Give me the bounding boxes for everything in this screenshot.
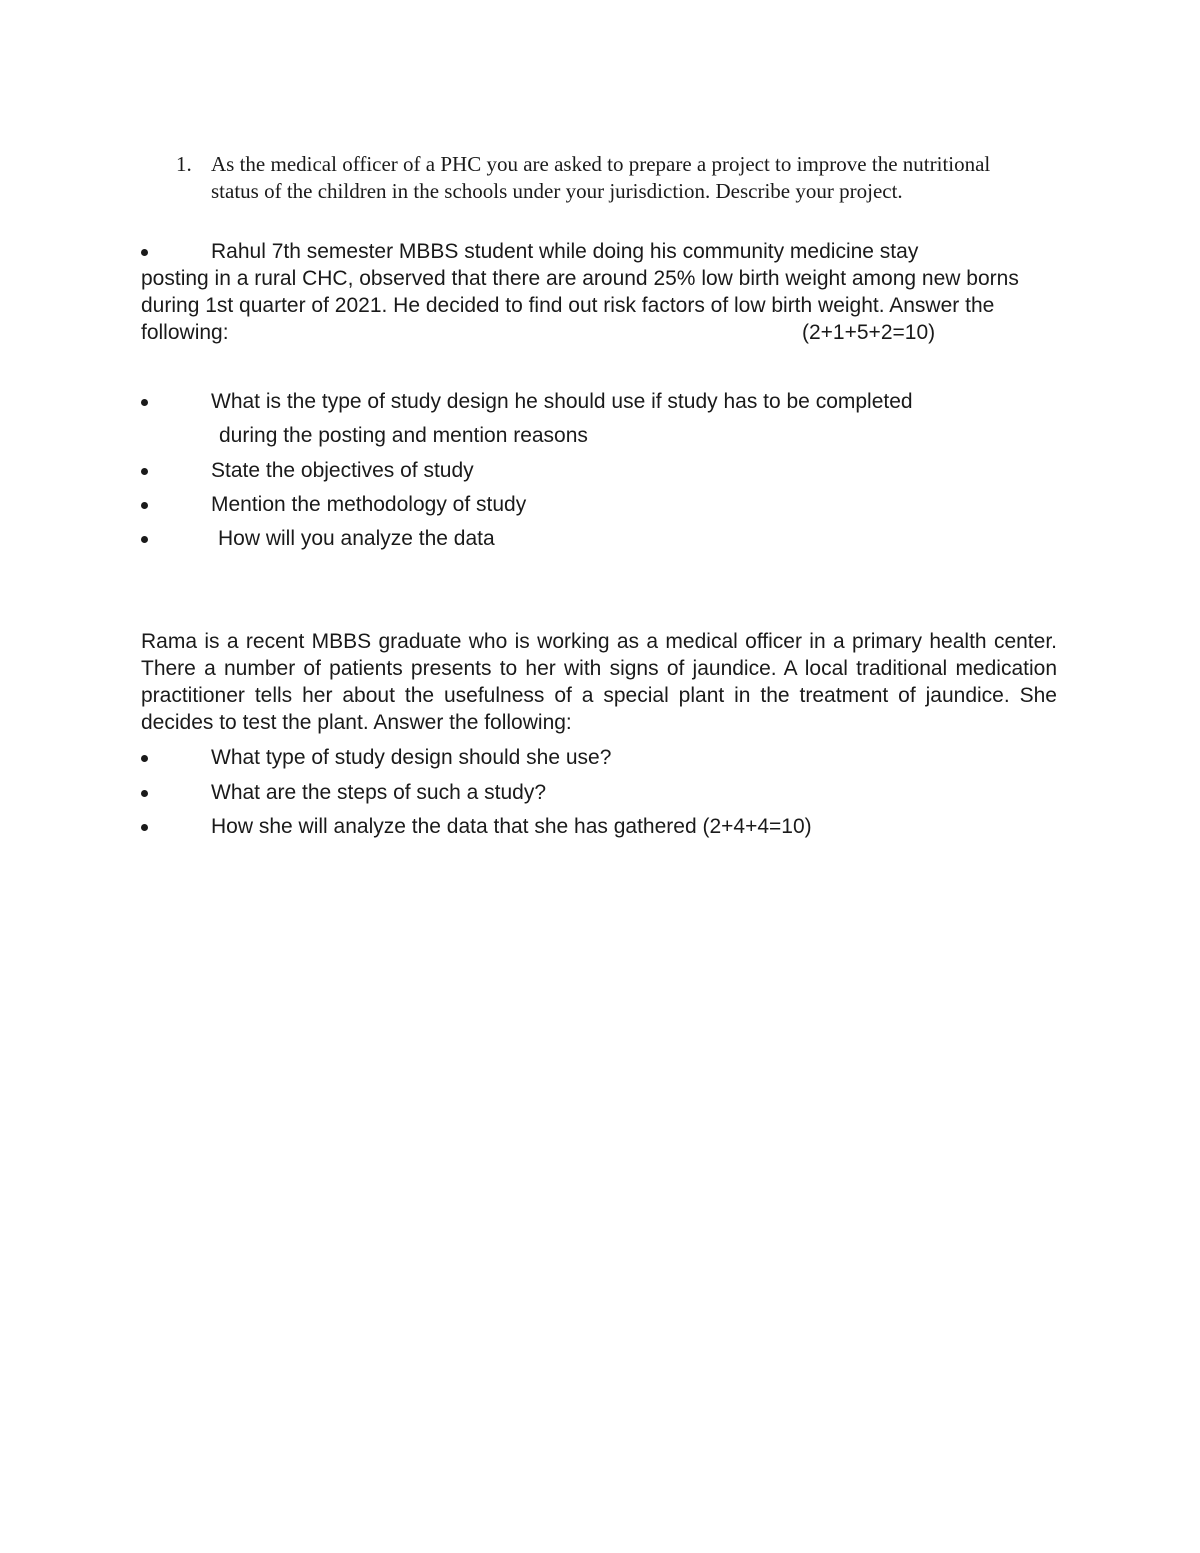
question-3-paragraph: Rama is a recent MBBS graduate who is working as a medical officer in a primary health center. There a number of patients presents to her with signs of jaundice. A local traditional medication practitioner tells her about the usefulness of a special plant in the treatment of jaundice. She decides to test the plant. Answer the following: bbox=[141, 630, 1057, 734]
question-2-item-2: State the objectives of study bbox=[211, 459, 474, 482]
question-2-item-4: How will you analyze the data bbox=[218, 527, 495, 550]
question-1-text: As the medical officer of a PHC you are asked to prepare a project to improve the nutritional status of the children in the schools under your jurisdiction. Describe your project. bbox=[211, 152, 991, 203]
question-2-item-1-line-1: What is the type of study design he should use if study has to be completed bbox=[211, 390, 913, 413]
bullet-icon bbox=[141, 457, 161, 484]
question-2-intro-rest: posting in a rural CHC, observed that there are around 25% low birth weight among new borns during 1st quarter of 2021. He decided to find out risk factors of low birth weight. Answer the following: bbox=[141, 267, 1019, 344]
question-3-item-1: What type of study design should she use? bbox=[211, 746, 612, 769]
bullet-icon bbox=[141, 813, 161, 840]
question-2-item-3: Mention the methodology of study bbox=[211, 493, 527, 516]
bullet-icon bbox=[141, 525, 161, 552]
question-2-marks: (2+1+5+2=10) bbox=[802, 321, 936, 344]
question-3-item-2: What are the steps of such a study? bbox=[211, 781, 547, 804]
bullet-icon bbox=[141, 779, 161, 806]
bullet-icon bbox=[141, 388, 161, 415]
bullet-icon bbox=[141, 744, 161, 771]
question-3-item-3: How she will analyze the data that she has gathered (2+4+4=10) bbox=[211, 815, 812, 838]
question-1-number: 1. bbox=[176, 152, 192, 176]
question-2-item-1-line-2: during the posting and mention reasons bbox=[219, 424, 588, 447]
bullet-icon bbox=[141, 491, 161, 518]
question-2-intro-line-1: Rahul 7th semester MBBS student while doing his community medicine stay bbox=[211, 240, 919, 263]
